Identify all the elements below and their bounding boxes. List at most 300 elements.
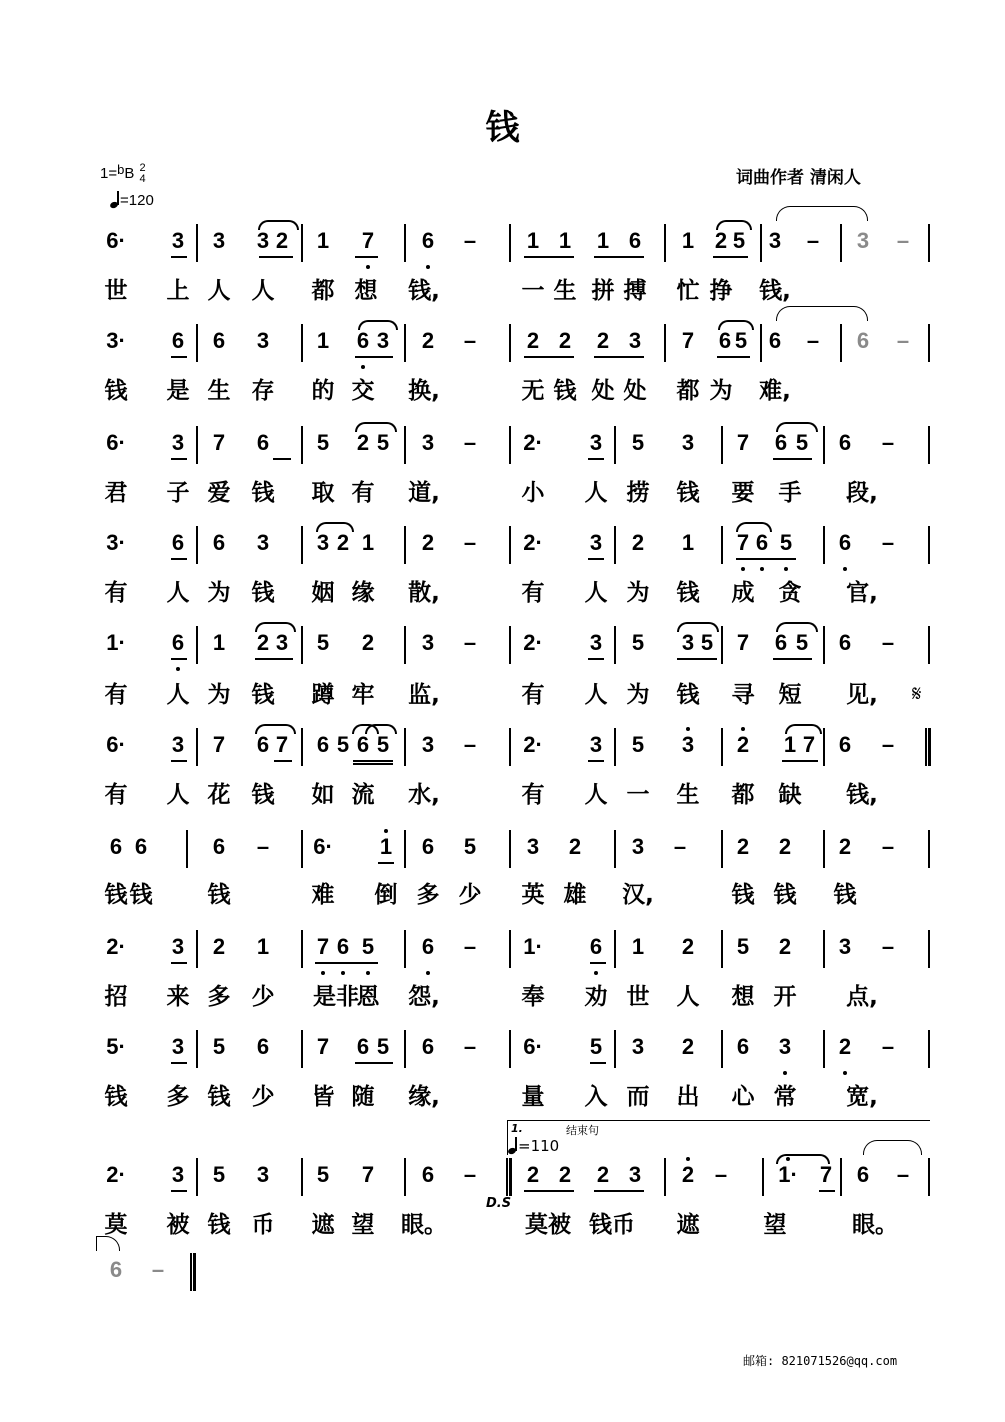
note: 2 [526,1162,540,1187]
lyric: 有 [521,782,545,808]
low-octave-dot [594,971,598,975]
bar-line [509,526,511,564]
lyric: 少 [251,1084,275,1110]
note: 5 [463,834,477,859]
time-bottom: 4 [139,173,146,186]
note: – [896,228,910,253]
low-octave-dot [366,971,370,975]
lyric: 缘 [351,580,375,606]
lyric: 钱 [553,378,577,404]
note: 5 [795,430,809,455]
low-octave-dot [341,971,345,975]
note: 3 [589,530,603,555]
lyric: 一 [626,782,650,808]
bar-line [196,1158,198,1196]
note: 5· [106,1034,126,1059]
lyric: 人 [584,480,608,506]
lyric: 都 [311,278,335,304]
lyric: 常 [773,1084,797,1110]
lyric: 被 [166,1212,190,1238]
beam-underline [590,962,606,964]
lyric: 来 [166,984,190,1010]
bar-line [404,930,406,968]
note: 7 [736,530,750,555]
note: – [463,228,477,253]
note: 6 [755,530,769,555]
note: 6· [313,834,333,859]
bar-line [760,224,762,262]
lyric: 钱, [846,782,878,808]
lyric: 都 [731,782,755,808]
beam-underline [594,1190,644,1192]
lyric: 招 [104,984,128,1010]
note: – [673,834,687,859]
tie-arc [316,522,354,532]
lyric: 短 [778,682,802,708]
low-octave-dot [176,667,180,671]
lyric: 遮 [676,1212,700,1238]
beam-underline [717,356,750,358]
note: 7 [736,630,750,655]
note: – [151,1257,165,1282]
lyric: 少 [458,882,482,908]
note: 1· [106,630,126,655]
lyric: 人 [676,984,700,1010]
beam-underline [171,356,187,358]
lyric: 莫 [104,1212,128,1238]
lyric: 一 [521,278,545,304]
notes-row [0,620,1005,670]
lyric: 眼。 [852,1212,898,1238]
lyric: 钱 [104,882,128,908]
bar-line [196,426,198,464]
note: 5 [361,934,375,959]
note: 1 [316,228,330,253]
key-note: B [124,165,135,182]
lyric: 入 [584,1084,608,1110]
note: 6 [736,1034,750,1059]
lyric: 为 [207,682,231,708]
lyric: 手 [778,480,802,506]
segno-sign: 𝄋 [912,682,922,707]
beam-underline-double [353,763,393,765]
note: 3 [171,1034,185,1059]
note: 2· [106,934,126,959]
lyric: 拼 [591,278,615,304]
notes-row [0,318,1005,368]
note: – [463,732,477,757]
lyric: 难, [759,378,791,404]
note: 3 [778,1034,792,1059]
double-bar-line [190,1253,196,1291]
lyric: 钱 [251,580,275,606]
note: 3 [631,834,645,859]
lyric: 有 [521,580,545,606]
lyric: 小 [521,480,545,506]
lyric: 交 [351,378,375,404]
beam-underline [273,458,291,460]
bar-line [509,426,511,464]
double-bar-line [925,728,931,766]
note: 2 [631,530,645,555]
note: 6 [212,834,226,859]
lyric: 钱 [104,1084,128,1110]
note: 5 [316,430,330,455]
lyric: 多 [207,984,231,1010]
lyric: 贪 [778,580,802,606]
lyric: 想 [354,278,378,304]
lyric: 钱, [759,278,791,304]
note: 1 [361,530,375,555]
tie-arc [776,622,818,632]
high-octave-dot [741,727,745,731]
note: 6 [356,732,370,757]
note: 5 [212,1034,226,1059]
note: 1 [379,834,393,859]
lyric: 取 [311,480,335,506]
note: 6 [134,834,148,859]
bar-line [509,728,511,766]
lyric: 随 [351,1084,375,1110]
note: 5 [631,732,645,757]
bar-line [840,1158,842,1196]
note: 2 [336,530,350,555]
note: 6· [106,430,126,455]
bar-line [301,1030,303,1068]
note: 1 [212,630,226,655]
bar-line [196,930,198,968]
note: 6 [628,228,642,253]
lyric: 钱 [251,480,275,506]
time-signature [140,163,146,185]
bar-line [404,526,406,564]
lyrics-row [0,1078,1005,1118]
note: 6 [774,430,788,455]
note: 2 [714,228,728,253]
note: 5 [589,1034,603,1059]
beam-underline [588,658,604,660]
lyric: 英 [521,882,545,908]
note: 3 [589,732,603,757]
lyric: 监, [408,682,440,708]
note: – [881,430,895,455]
bar-line [509,224,511,262]
lyrics-row [0,574,1005,614]
lyric: 人 [584,580,608,606]
bar-line [404,728,406,766]
low-octave-dot [361,365,365,369]
note: – [881,630,895,655]
bar-line [196,1030,198,1068]
note: 5 [734,328,748,353]
note: – [256,834,270,859]
note: 1· [778,1162,798,1187]
lyric: 世 [104,278,128,304]
lyric: 姻 [311,580,335,606]
note: 6 [171,630,185,655]
bar-line [196,728,198,766]
note: – [806,328,820,353]
note: – [896,1162,910,1187]
bar-line [721,426,723,464]
beam-underline [171,1062,187,1064]
bar-line [196,626,198,664]
note: 3 [589,630,603,655]
lyric: 多 [416,882,440,908]
note: 3 [171,1162,185,1187]
high-octave-dot [686,1157,690,1161]
lyric: 挣 [709,278,733,304]
bar-line [664,324,666,362]
bar-line [404,626,406,664]
lyric: 都 [676,378,700,404]
lyric: 生 [676,782,700,808]
note: 5 [316,1162,330,1187]
tie-arc [365,724,397,734]
bar-line [404,830,406,868]
bar-line [301,1158,303,1196]
note: 5 [376,732,390,757]
bar-line [404,324,406,362]
note: 1 [256,934,270,959]
lyric: 散, [408,580,440,606]
bar-line [928,830,930,868]
bar-line [614,728,616,766]
tie-arc [716,220,752,230]
lyric: 皆 [311,1084,335,1110]
email-footer: 邮箱: 821071526@qq.com [743,1354,898,1368]
beam-underline [524,356,574,358]
tie-arc [358,320,398,330]
lyric: 蹲 [311,682,335,708]
bar-line [509,1030,511,1068]
beam-underline [773,458,812,460]
beam-underline [524,1190,574,1192]
note: 5 [316,630,330,655]
note: 6 [256,430,270,455]
note: 5 [631,430,645,455]
note: 5 [779,530,793,555]
lyric: 遮 [311,1212,335,1238]
lyric: 爱 [207,480,231,506]
lyric: 宽, [846,1084,878,1110]
bar-line [509,930,511,968]
note: 6 [316,732,330,757]
note: 3 [316,530,330,555]
beam-underline [524,256,574,258]
note: 2 [778,834,792,859]
lyric: 钱 [676,580,700,606]
note: 2 [838,1034,852,1059]
beam-underline [782,760,818,762]
note: 5 [631,630,645,655]
lyric: 段, [846,480,878,506]
lyric: 是 [166,378,190,404]
bar-line [301,830,303,868]
note: 2 [568,834,582,859]
lyric: 汉, [622,882,654,908]
note: 2· [523,430,543,455]
note: 6 [589,934,603,959]
note: 2 [596,1162,610,1187]
beam-underline [171,256,187,258]
note: 2· [523,732,543,757]
lyric: 钱 [251,682,275,708]
lyric: 忙 [676,278,700,304]
bar-line [928,426,930,464]
note: 1 [558,228,572,253]
bar-line [509,830,511,868]
note: 3 [631,1034,645,1059]
tie-arc [776,422,818,432]
tie-arc [718,320,754,330]
note: 1 [596,228,610,253]
note: 5 [736,934,750,959]
bar-line [301,626,303,664]
lyric: 钱 [773,882,797,908]
low-octave-dot [760,567,764,571]
low-octave-dot [783,1071,787,1075]
lyric: 量 [521,1084,545,1110]
lyric: 世 [626,984,650,1010]
note: 1 [783,732,797,757]
low-octave-dot [366,265,370,269]
slur-arc [776,206,868,221]
beam-underline [171,760,187,762]
note: 3 [628,328,642,353]
note: 3 [256,1162,270,1187]
note: 6 [421,834,435,859]
beam-underline [773,658,812,660]
lyric: 人 [166,782,190,808]
beam-underline [378,862,394,864]
note: 6 [336,934,350,959]
note: 5 [376,430,390,455]
beam-underline [819,1190,835,1192]
lyric: 望 [351,1212,375,1238]
note: 2 [681,934,695,959]
beam-underline [171,1190,187,1192]
note: 6 [838,430,852,455]
note: – [881,530,895,555]
note: 2 [596,328,610,353]
key-signature [100,162,146,185]
lyric: 怨, [408,984,440,1010]
bar-line [721,930,723,968]
low-octave-dot [843,567,847,571]
bar-line [823,930,825,968]
tie-arc [255,622,296,632]
bar-line [664,1158,666,1196]
lyric: 捞 [626,480,650,506]
lyric: 官, [846,580,878,606]
bar-line [721,830,723,868]
lyric: 钱 [104,378,128,404]
slur-arc [776,306,868,321]
lyric: 钱 [676,480,700,506]
beam-underline [355,1062,393,1064]
lyric: 点, [846,984,878,1010]
lyric: 钱 [207,882,231,908]
note: 2 [736,834,750,859]
lyric: 成 [731,580,755,606]
note: 6 [768,328,782,353]
tempo-marking-2 [508,1137,559,1155]
note: 6· [106,732,126,757]
bar-line [196,324,198,362]
beam-underline [736,558,796,560]
bar-line [928,930,930,968]
tie-arc [255,724,296,734]
lyric: 人 [166,580,190,606]
lyric: 是非 [313,984,359,1010]
bar-line [823,830,825,868]
note: 6 [256,732,270,757]
note: 7 [819,1162,833,1187]
time-top: 2 [139,162,146,175]
lyric: 望 [763,1212,787,1238]
lyric: 道, [408,480,440,506]
beam-underline [353,760,393,762]
bar-line [614,526,616,564]
lyric: 处 [591,378,615,404]
tempo-marking [110,192,154,209]
tie-arc [677,622,719,632]
lyric: 难 [311,882,335,908]
bar-line [614,930,616,968]
note: 2 [681,1034,695,1059]
note: 3 [256,530,270,555]
low-octave-dot [784,567,788,571]
note: 5 [700,630,714,655]
note: 2 [256,630,270,655]
ending-label: 结束句 [566,1124,599,1137]
lyric: 币 [251,1212,275,1238]
bar-line [760,324,762,362]
note: 2 [356,430,370,455]
bar-line [301,728,303,766]
tempo-value-2: =110 [518,1137,560,1155]
lyric: 眼。 [401,1212,447,1238]
bar-line [614,830,616,868]
lyric: 钱, [408,278,440,304]
bar-line [196,224,198,262]
note: 6 [256,1034,270,1059]
bar-line [928,626,930,664]
lyric: 为 [626,580,650,606]
bar-line [762,1158,764,1196]
note: 5 [376,1034,390,1059]
lyric: 奉 [521,984,545,1010]
note: 7 [361,228,375,253]
beam-underline [315,962,378,964]
flat-sign: b [117,162,125,177]
lyric: 上 [166,278,190,304]
beam-underline [355,256,378,258]
note: 6 [109,1257,123,1282]
note: – [881,934,895,959]
bar-line [721,1030,723,1068]
note: 2 [421,328,435,353]
low-octave-dot [426,265,430,269]
note: 6 [356,328,370,353]
lyric: 见, [846,682,878,708]
quarter-note-icon [508,1138,518,1154]
lyric: 有 [351,480,375,506]
note: 2 [421,530,435,555]
beam-underline [594,256,644,258]
note: – [881,834,895,859]
